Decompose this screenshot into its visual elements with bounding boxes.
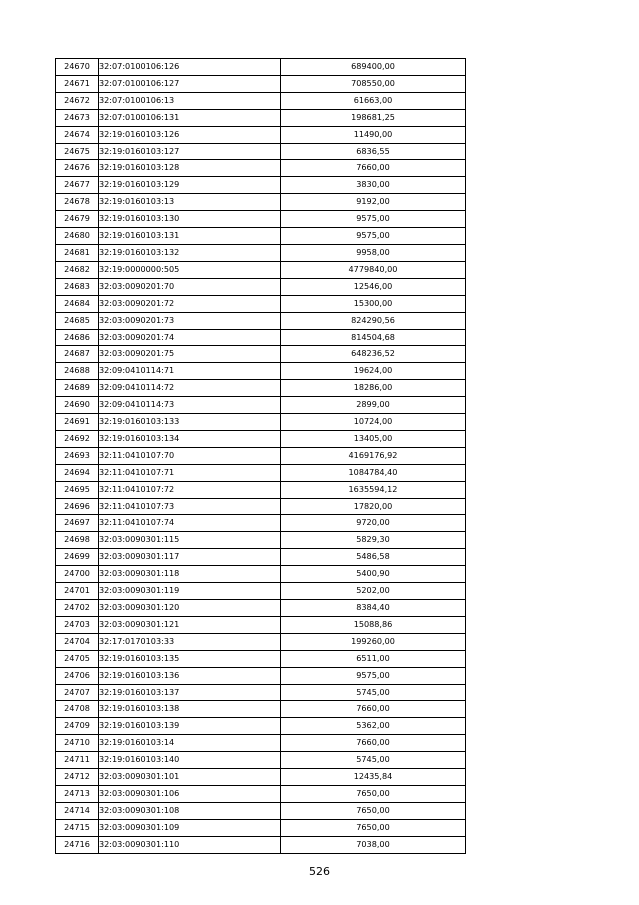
row-number-cell: 24696 <box>56 498 99 515</box>
cadastral-number-cell: 32:07:0100106:13 <box>99 92 281 109</box>
cadastral-value-cell: 7038,00 <box>281 836 466 853</box>
cadastral-number-cell: 32:19:0160103:139 <box>99 718 281 735</box>
cadastral-value-cell: 10724,00 <box>281 414 466 431</box>
cadastral-value-cell: 12435,84 <box>281 769 466 786</box>
cadastral-value-cell: 5400,90 <box>281 566 466 583</box>
row-number-cell: 24710 <box>56 735 99 752</box>
cadastral-number-cell: 32:03:0090301:101 <box>99 769 281 786</box>
cadastral-number-cell: 32:09:0410114:73 <box>99 397 281 414</box>
cadastral-number-cell: 32:11:0410107:71 <box>99 464 281 481</box>
cadastral-number-cell: 32:03:0090301:117 <box>99 549 281 566</box>
row-number-cell: 24706 <box>56 667 99 684</box>
row-number-cell: 24672 <box>56 92 99 109</box>
cadastral-number-cell: 32:03:0090201:72 <box>99 295 281 312</box>
cadastral-number-cell: 32:11:0410107:74 <box>99 515 281 532</box>
table-row <box>56 329 466 346</box>
table-row <box>56 802 466 819</box>
row-number-cell: 24675 <box>56 143 99 160</box>
cadastral-value-cell: 2899,00 <box>281 397 466 414</box>
cadastral-value-cell: 5745,00 <box>281 752 466 769</box>
table-row <box>56 363 466 380</box>
cadastral-number-cell: 32:03:0090301:118 <box>99 566 281 583</box>
table-row <box>56 312 466 329</box>
cadastral-value-cell: 6836,55 <box>281 143 466 160</box>
table-row <box>56 752 466 769</box>
table-row <box>56 143 466 160</box>
cadastral-number-cell: 32:19:0160103:127 <box>99 143 281 160</box>
cadastral-value-cell: 15088,86 <box>281 616 466 633</box>
cadastral-value-cell: 4169176,92 <box>281 447 466 464</box>
table-row <box>56 583 466 600</box>
row-number-cell: 24711 <box>56 752 99 769</box>
row-number-cell: 24714 <box>56 802 99 819</box>
cadastral-number-cell: 32:03:0090301:108 <box>99 802 281 819</box>
row-number-cell: 24708 <box>56 701 99 718</box>
cadastral-number-cell: 32:19:0160103:132 <box>99 244 281 261</box>
cadastral-number-cell: 32:19:0160103:14 <box>99 735 281 752</box>
table-row <box>56 684 466 701</box>
row-number-cell: 24677 <box>56 177 99 194</box>
table-row <box>56 532 466 549</box>
row-number-cell: 24715 <box>56 819 99 836</box>
row-number-cell: 24673 <box>56 109 99 126</box>
cadastral-number-cell: 32:19:0160103:13 <box>99 194 281 211</box>
cadastral-number-cell: 32:11:0410107:70 <box>99 447 281 464</box>
table-row <box>56 566 466 583</box>
cadastral-number-cell: 32:03:0090301:110 <box>99 836 281 853</box>
row-number-cell: 24705 <box>56 650 99 667</box>
row-number-cell: 24690 <box>56 397 99 414</box>
cadastral-number-cell: 32:19:0160103:126 <box>99 126 281 143</box>
cadastral-value-cell: 12546,00 <box>281 278 466 295</box>
row-number-cell: 24704 <box>56 633 99 650</box>
row-number-cell: 24716 <box>56 836 99 853</box>
row-number-cell: 24676 <box>56 160 99 177</box>
row-number-cell: 24707 <box>56 684 99 701</box>
table-row <box>56 194 466 211</box>
cadastral-value-cell: 7660,00 <box>281 701 466 718</box>
cadastral-number-cell: 32:03:0090301:119 <box>99 583 281 600</box>
table-row <box>56 701 466 718</box>
table-row <box>56 600 466 617</box>
cadastral-value-cell: 6511,00 <box>281 650 466 667</box>
row-number-cell: 24692 <box>56 430 99 447</box>
cadastral-number-cell: 32:03:0090201:75 <box>99 346 281 363</box>
row-number-cell: 24679 <box>56 211 99 228</box>
table-row <box>56 481 466 498</box>
cadastral-number-cell: 32:07:0100106:126 <box>99 59 281 76</box>
cadastral-value-cell: 7660,00 <box>281 735 466 752</box>
table-row <box>56 261 466 278</box>
cadastral-number-cell: 32:11:0410107:73 <box>99 498 281 515</box>
cadastral-number-cell: 32:11:0410107:72 <box>99 481 281 498</box>
table-row <box>56 836 466 853</box>
row-number-cell: 24701 <box>56 583 99 600</box>
cadastral-number-cell: 32:07:0100106:127 <box>99 75 281 92</box>
row-number-cell: 24712 <box>56 769 99 786</box>
cadastral-number-cell: 32:19:0160103:136 <box>99 667 281 684</box>
cadastral-value-cell: 3830,00 <box>281 177 466 194</box>
table-row <box>56 278 466 295</box>
table-row <box>56 430 466 447</box>
cadastral-value-cell: 9575,00 <box>281 228 466 245</box>
cadastral-number-cell: 32:19:0160103:131 <box>99 228 281 245</box>
cadastral-number-cell: 32:03:0090301:109 <box>99 819 281 836</box>
cadastral-number-cell: 32:19:0160103:130 <box>99 211 281 228</box>
cadastral-value-cell: 9575,00 <box>281 211 466 228</box>
table-row <box>56 244 466 261</box>
row-number-cell: 24678 <box>56 194 99 211</box>
cadastral-number-cell: 32:19:0160103:137 <box>99 684 281 701</box>
cadastral-value-cell: 5362,00 <box>281 718 466 735</box>
row-number-cell: 24698 <box>56 532 99 549</box>
row-number-cell: 24695 <box>56 481 99 498</box>
cadastral-value-cell: 7650,00 <box>281 802 466 819</box>
row-number-cell: 24693 <box>56 447 99 464</box>
cadastral-value-cell: 5745,00 <box>281 684 466 701</box>
cadastral-value-cell: 9575,00 <box>281 667 466 684</box>
row-number-cell: 24700 <box>56 566 99 583</box>
row-number-cell: 24681 <box>56 244 99 261</box>
cadastral-number-cell: 32:19:0160103:138 <box>99 701 281 718</box>
row-number-cell: 24670 <box>56 59 99 76</box>
cadastral-number-cell: 32:17:0170103:33 <box>99 633 281 650</box>
cadastral-number-cell: 32:03:0090301:121 <box>99 616 281 633</box>
row-number-cell: 24689 <box>56 380 99 397</box>
cadastral-value-cell: 648236,52 <box>281 346 466 363</box>
row-number-cell: 24697 <box>56 515 99 532</box>
page-number: 526 <box>309 865 330 878</box>
cadastral-number-cell: 32:03:0090301:115 <box>99 532 281 549</box>
cadastral-value-cell: 824290,56 <box>281 312 466 329</box>
table-row <box>56 819 466 836</box>
table-row <box>56 769 466 786</box>
cadastral-value-cell: 198681,25 <box>281 109 466 126</box>
cadastral-value-cell: 1084784,40 <box>281 464 466 481</box>
table-row <box>56 211 466 228</box>
row-number-cell: 24671 <box>56 75 99 92</box>
table-row <box>56 650 466 667</box>
table-row <box>56 464 466 481</box>
table-row <box>56 109 466 126</box>
table-row <box>56 549 466 566</box>
cadastral-number-cell: 32:09:0410114:72 <box>99 380 281 397</box>
cadastral-value-cell: 13405,00 <box>281 430 466 447</box>
cadastral-value-cell: 5202,00 <box>281 583 466 600</box>
table-row <box>56 346 466 363</box>
cadastral-value-cell: 7660,00 <box>281 160 466 177</box>
cadastral-number-cell: 32:03:0090201:73 <box>99 312 281 329</box>
cadastral-value-cell: 689400,00 <box>281 59 466 76</box>
row-number-cell: 24688 <box>56 363 99 380</box>
table-row <box>56 59 466 76</box>
cadastral-number-cell: 32:03:0090201:70 <box>99 278 281 295</box>
cadastral-value-cell: 5829,30 <box>281 532 466 549</box>
row-number-cell: 24682 <box>56 261 99 278</box>
row-number-cell: 24709 <box>56 718 99 735</box>
cadastral-value-cell: 7650,00 <box>281 819 466 836</box>
table-row <box>56 718 466 735</box>
table-row <box>56 228 466 245</box>
table-row <box>56 515 466 532</box>
cadastral-value-cell: 7650,00 <box>281 785 466 802</box>
row-number-cell: 24683 <box>56 278 99 295</box>
cadastral-value-table <box>55 58 466 854</box>
table-row <box>56 380 466 397</box>
cadastral-number-cell: 32:03:0090301:106 <box>99 785 281 802</box>
table-row <box>56 295 466 312</box>
table-body <box>56 59 466 854</box>
table-row <box>56 498 466 515</box>
table-row <box>56 397 466 414</box>
cadastral-number-cell: 32:07:0100106:131 <box>99 109 281 126</box>
row-number-cell: 24702 <box>56 600 99 617</box>
table-row <box>56 160 466 177</box>
cadastral-value-cell: 61663,00 <box>281 92 466 109</box>
table-row <box>56 667 466 684</box>
row-number-cell: 24680 <box>56 228 99 245</box>
row-number-cell: 24674 <box>56 126 99 143</box>
cadastral-value-cell: 708550,00 <box>281 75 466 92</box>
cadastral-value-cell: 1635594,12 <box>281 481 466 498</box>
table-row <box>56 75 466 92</box>
cadastral-value-cell: 15300,00 <box>281 295 466 312</box>
cadastral-number-cell: 32:19:0000000:505 <box>99 261 281 278</box>
cadastral-number-cell: 32:19:0160103:129 <box>99 177 281 194</box>
table-row <box>56 616 466 633</box>
cadastral-value-cell: 11490,00 <box>281 126 466 143</box>
cadastral-value-cell: 9192,00 <box>281 194 466 211</box>
cadastral-number-cell: 32:19:0160103:128 <box>99 160 281 177</box>
row-number-cell: 24684 <box>56 295 99 312</box>
table-row <box>56 447 466 464</box>
cadastral-value-cell: 4779840,00 <box>281 261 466 278</box>
cadastral-number-cell: 32:19:0160103:135 <box>99 650 281 667</box>
cadastral-number-cell: 32:19:0160103:133 <box>99 414 281 431</box>
row-number-cell: 24687 <box>56 346 99 363</box>
cadastral-value-cell: 18286,00 <box>281 380 466 397</box>
row-number-cell: 24699 <box>56 549 99 566</box>
cadastral-value-cell: 17820,00 <box>281 498 466 515</box>
cadastral-value-cell: 9958,00 <box>281 244 466 261</box>
table-row <box>56 92 466 109</box>
row-number-cell: 24713 <box>56 785 99 802</box>
table-row <box>56 785 466 802</box>
cadastral-value-cell: 9720,00 <box>281 515 466 532</box>
cadastral-number-cell: 32:03:0090201:74 <box>99 329 281 346</box>
cadastral-number-cell: 32:09:0410114:71 <box>99 363 281 380</box>
cadastral-number-cell: 32:19:0160103:140 <box>99 752 281 769</box>
cadastral-value-cell: 8384,40 <box>281 600 466 617</box>
cadastral-number-cell: 32:19:0160103:134 <box>99 430 281 447</box>
row-number-cell: 24694 <box>56 464 99 481</box>
row-number-cell: 24703 <box>56 616 99 633</box>
row-number-cell: 24686 <box>56 329 99 346</box>
row-number-cell: 24691 <box>56 414 99 431</box>
cadastral-number-cell: 32:03:0090301:120 <box>99 600 281 617</box>
cadastral-value-cell: 19624,00 <box>281 363 466 380</box>
table-row <box>56 414 466 431</box>
cadastral-value-cell: 814504,68 <box>281 329 466 346</box>
table-row <box>56 177 466 194</box>
cadastral-value-cell: 199260,00 <box>281 633 466 650</box>
cadastral-value-cell: 5486,58 <box>281 549 466 566</box>
table-row <box>56 126 466 143</box>
table-row <box>56 735 466 752</box>
table-row <box>56 633 466 650</box>
row-number-cell: 24685 <box>56 312 99 329</box>
